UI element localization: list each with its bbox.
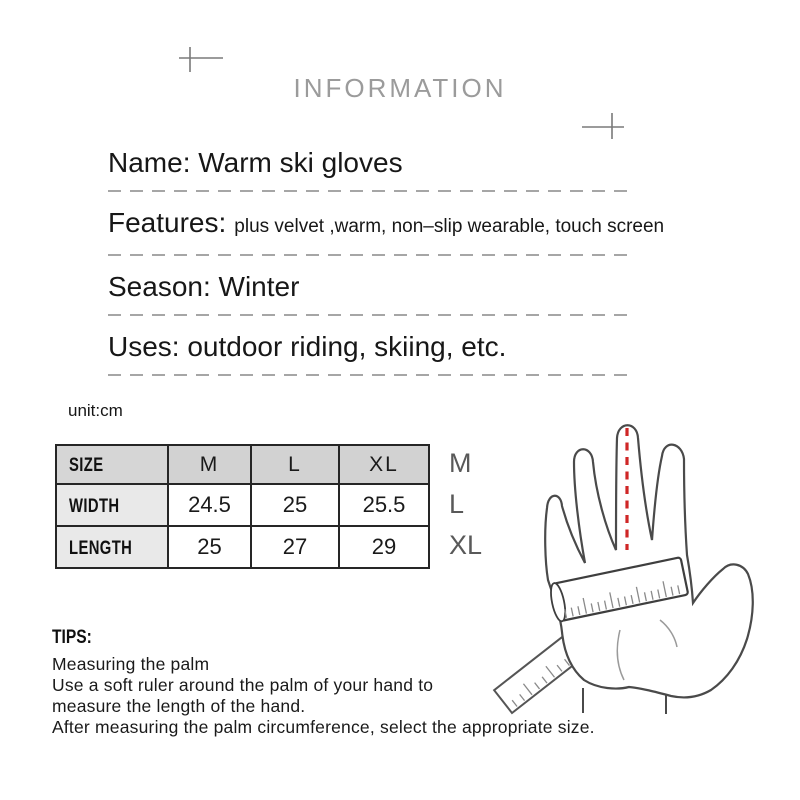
info-label: Uses: [108,331,180,362]
divider-dashed [108,374,630,376]
hand-outline [545,425,753,697]
glove-hand-illustration [470,400,800,745]
page-title: INFORMATION [293,73,507,103]
crosshair-icon [578,109,628,143]
header-cell-m: M [168,445,251,484]
size-option-l: L [449,489,465,519]
tips-line: measure the length of the hand. [52,696,306,716]
cell-length-xl: 29 [339,526,429,568]
info-row-uses [108,330,630,376]
unit-note: unit:cm [68,401,123,420]
divider-dashed [108,254,630,256]
info-value: outdoor riding, skiing, etc. [187,331,507,362]
cell-width-l: 25 [251,484,339,526]
tips-title: TIPS: [52,627,92,648]
size-chart-table [55,444,430,569]
size-option-xl: XL [449,530,483,560]
tips-line: Use a soft ruler around the palm of your hand to [52,675,434,695]
cell-length-m: 25 [168,526,251,568]
info-label: Features: [108,207,227,238]
header-cell-size: SIZE [56,445,168,484]
info-label: Name: [108,147,191,178]
header-cell-l: L [251,445,339,484]
row-label-width: WIDTH [56,484,168,526]
crosshair-icon [175,43,227,75]
header-cell-xl: XL [339,445,429,484]
info-value: Warm ski gloves [198,147,403,178]
row-label-length: LENGTH [56,526,168,568]
info-row-name [108,146,630,192]
cell-length-l: 27 [251,526,339,568]
info-row-features [108,206,665,256]
divider-dashed [108,314,630,316]
tips-line: After measuring the palm circumference, select the appropriate size. [52,717,595,737]
divider-dashed [108,190,630,192]
table-row-width [56,484,429,526]
cell-width-xl: 25.5 [339,484,429,526]
table-row-length [56,526,429,568]
info-label: Season: [108,271,211,302]
size-option-m: M [449,448,472,478]
info-list [108,146,665,390]
tips-line: Measuring the palm [52,654,210,674]
info-value: Winter [218,271,300,302]
table-header-row [56,445,429,484]
info-row-season [108,270,630,316]
cell-width-m: 24.5 [168,484,251,526]
info-value: plus velvet ,warm, non–slip wearable, touch screen [234,216,665,237]
